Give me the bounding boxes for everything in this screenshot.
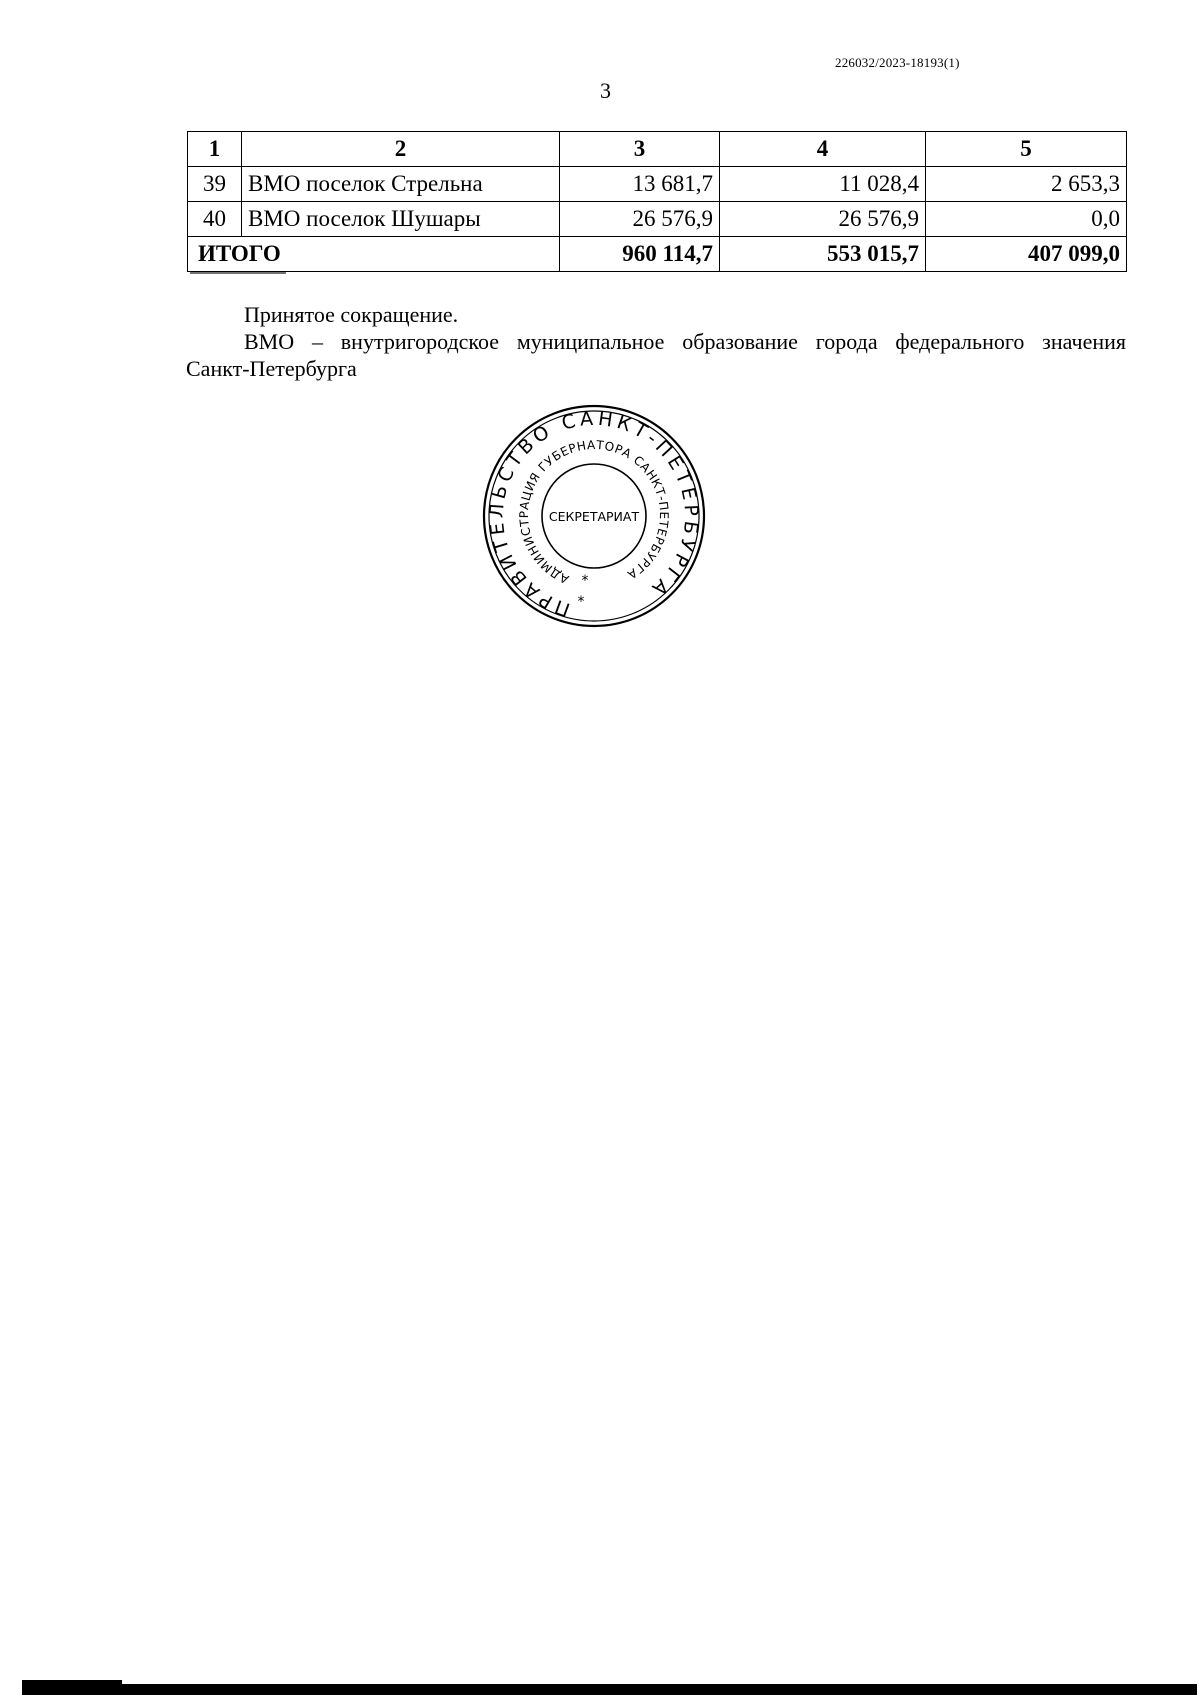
abbreviation-definition: ВМО – внутригородское муниципальное образование города федерального значения	[244, 329, 1126, 354]
row-value-col4: 11 028,4	[720, 167, 926, 202]
table-row	[188, 167, 1127, 202]
row-name: ВМО поселок Стрельна	[242, 167, 560, 202]
row-value-col3: 26 576,9	[560, 202, 720, 237]
table-header-row	[188, 132, 1127, 167]
row-value-col5: 0,0	[926, 202, 1127, 237]
column-header: 5	[926, 132, 1127, 167]
table-row	[188, 202, 1127, 237]
seal-inner-text: АДМИНИСТРАЦИЯ ГУБЕРНАТОРА САНКТ-ПЕТЕРБУРГА	[516, 437, 672, 587]
column-header: 1	[188, 132, 242, 167]
total-value-col5: 407 099,0	[926, 237, 1127, 272]
page-number: 3	[600, 78, 611, 103]
column-header: 4	[720, 132, 926, 167]
seal-star-icon: *	[577, 594, 585, 610]
row-value-col4: 26 576,9	[720, 202, 926, 237]
seal-center-text: СЕКРЕТАРИАТ	[548, 509, 640, 524]
column-header: 3	[560, 132, 720, 167]
total-value-col3: 960 114,7	[560, 237, 720, 272]
row-number: 39	[188, 167, 242, 202]
total-value-col4: 553 015,7	[720, 237, 926, 272]
row-value-col3: 13 681,7	[560, 167, 720, 202]
scan-underline-artifact	[190, 272, 286, 274]
seal-outer-text: ПРАВИТЕЛЬСТВО САНКТ-ПЕТЕРБУРГА	[485, 407, 703, 621]
abbreviation-definition-continued: Санкт-Петербурга	[186, 356, 357, 381]
column-header: 2	[242, 132, 560, 167]
table-total-row	[188, 237, 1127, 272]
scan-bottom-border	[22, 1684, 1197, 1695]
total-label: ИТОГО	[188, 237, 560, 272]
data-table	[187, 131, 1127, 272]
official-seal-stamp	[478, 403, 710, 629]
row-number: 40	[188, 202, 242, 237]
seal-star-icon: *	[581, 573, 589, 589]
document-registration-number: 226032/2023-18193(1)	[835, 55, 960, 70]
row-name: ВМО поселок Шушары	[242, 202, 560, 237]
row-value-col5: 2 653,3	[926, 167, 1127, 202]
abbreviation-note-heading: Принятое сокращение.	[244, 302, 459, 327]
